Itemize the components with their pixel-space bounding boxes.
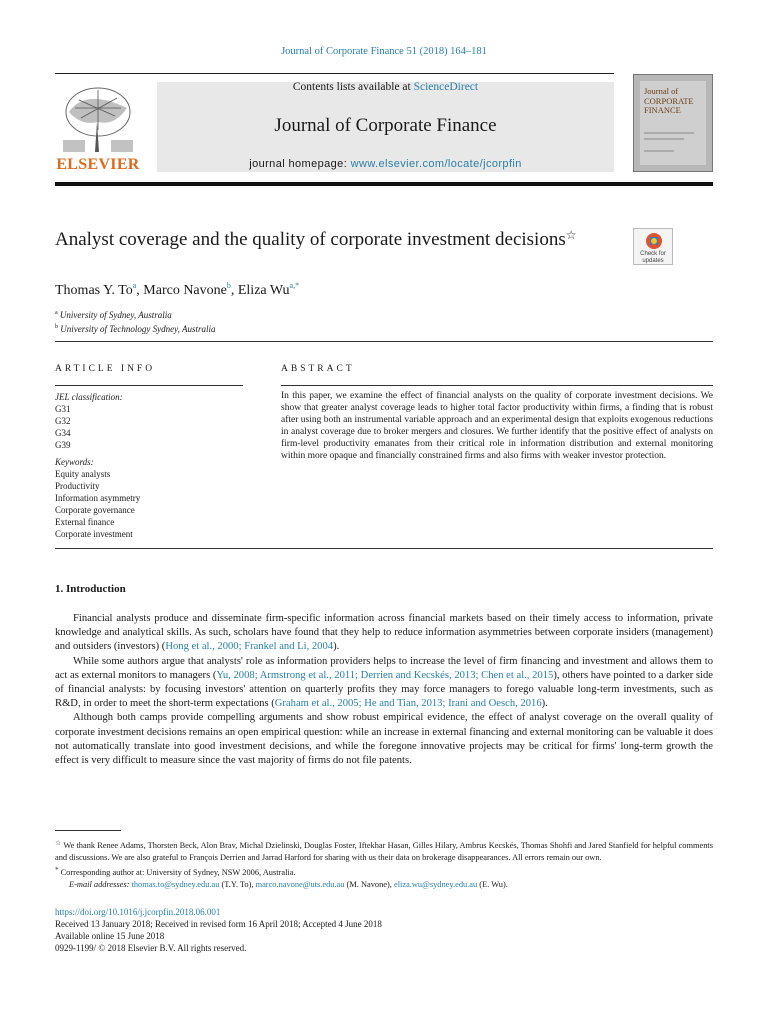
contents-label: Contents lists available at: [292, 81, 414, 93]
doi-link[interactable]: https://doi.org/10.1016/j.jcorpfin.2018.06.001: [55, 907, 221, 917]
paragraph-text: ).: [333, 641, 340, 653]
footnote-corresponding: [55, 864, 713, 879]
email-link[interactable]: eliza.wu@sydney.edu.au: [393, 880, 478, 889]
paragraph-text: Financial analysts produce and disseminate firm-specific information across financial markets based on their timely access to information, private knowledge and analytical skills. As such, scholars have found that they help to reduce information asymmetries between corporate insiders (management) and outsiders (investors) (: [55, 613, 713, 653]
paper-title-text: Analyst coverage and the quality of corporate investment decisions: [55, 229, 566, 250]
keyword: Corporate investment: [55, 529, 133, 539]
body-text: [55, 612, 713, 768]
paragraph-text: While some authors argue that analysts' role as information providers helps to increase the level of firm financing and investment and allows them to act as external monitors to managers (: [55, 655, 713, 681]
footnote-mark: ☆: [55, 839, 62, 847]
affiliations: [55, 307, 215, 335]
jel-code: G31: [55, 404, 71, 414]
footnote-mark: *: [55, 866, 59, 874]
abstract-heading: ABSTRACT: [281, 364, 355, 374]
author-name: Marco Navone: [143, 283, 227, 298]
email-link[interactable]: marco.navone@uts.edu.au: [255, 880, 345, 889]
crossmark-icon: [644, 232, 664, 250]
cover-title-line-2: CORPORATE: [644, 95, 694, 106]
affiliation-item: [55, 321, 215, 335]
footnotes: [55, 837, 713, 891]
citation-link[interactable]: Graham et al., 2005; He and Tian, 2013; Irani and Oesch, 2016: [274, 698, 542, 710]
copyright: 0929-1199/ © 2018 Elsevier B.V. All rights reserved.: [55, 943, 247, 953]
check-updates-line-1: Check for: [640, 251, 666, 257]
email-owner: (E. Wu).: [477, 880, 508, 889]
citation-link[interactable]: Yu, 2008; Armstrong et al., 2011; Derrien and Kecskés, 2013; Chen et al., 2015: [216, 669, 554, 681]
footnote-text: Corresponding author at: University of Sydney, NSW 2006, Australia.: [60, 868, 296, 877]
paragraph-text: ), others have pointed to a darker side of financial analysts: by focusing investors' attention on quarterly profits they may force managers to forego valuable long-term investments, such as R&D, in order to meet the short-term expectations (: [55, 669, 713, 710]
journal-homepage: [157, 158, 614, 170]
footnote-emails: [55, 879, 713, 891]
abstract-rule: [281, 385, 713, 386]
article-info-rule: [55, 385, 243, 386]
keyword: External finance: [55, 517, 115, 527]
sciencedirect-link[interactable]: ScienceDirect: [413, 81, 479, 93]
jel-code: G32: [55, 416, 71, 426]
journal-title: Journal of Corporate Finance: [274, 115, 497, 136]
email-label: E-mail addresses:: [69, 880, 130, 889]
keywords-label: Keywords:: [55, 457, 94, 467]
paragraph: [55, 711, 713, 768]
abstract-text: In this paper, we examine the effect of financial analysts on the quality of corporate investment decisions. We show that greater analyst coverage leads to higher total factor productivity within firms, a finding that is robust after using both an instrumental variable approach and an experimental design that exploits exogenous reductions in analyst coverage due to broker mergers and closures. We further identify that the positive effect of analysts on firm-level productivity emanates from their critical role in information distribution and external monitoring within more opaque and financially constrained firms and also firms with weaker investor protection.: [281, 391, 713, 462]
paragraph: [55, 655, 713, 712]
jel-code: G39: [55, 440, 71, 450]
contents-availability: [157, 81, 614, 93]
header-thick-rule: [55, 182, 713, 186]
affiliation-mark: b: [55, 324, 58, 330]
cover-title-line-3: FINANCE: [644, 105, 681, 115]
section-rule: [55, 548, 713, 549]
check-updates-line-2: updates: [642, 257, 664, 264]
email-owner: (T.Y. To),: [219, 880, 256, 889]
author-affiliation-mark[interactable]: a,*: [289, 281, 300, 290]
section-heading: 1. Introduction: [55, 583, 126, 595]
jel-label: JEL classification:: [55, 392, 123, 402]
affiliation-text: University of Sydney, Australia: [59, 310, 172, 320]
title-footnote-mark[interactable]: ☆: [565, 228, 577, 242]
keyword: Equity analysts: [55, 469, 111, 479]
publication-info: [55, 906, 382, 954]
jel-code: G34: [55, 428, 71, 438]
paragraph: [55, 612, 713, 655]
homepage-label: journal homepage:: [249, 158, 351, 170]
keyword: Productivity: [55, 481, 100, 491]
paragraph-text: Although both camps provide compelling arguments and show robust empirical evidence, the effect of analyst coverage on the overall quality of corporate investment decisions remains an open empirical question: while an increase in external financing and external monitoring can be valuable it does not automatically translate into good investment decisions, and while the foregone innovative projects may be critical for firms' long-term growth the effect is very difficult to measure since the vast majority of firms do not file patents.: [55, 712, 713, 767]
author-affiliation-mark[interactable]: a: [132, 281, 137, 290]
received-dates: Received 13 January 2018; Received in revised form 16 April 2018; Accepted 4 June 2018: [55, 919, 382, 929]
article-info-heading: ARTICLE INFO: [55, 364, 156, 374]
author-list: Thomas Y. To$^a$, Marco Navone$^b$, Eliza $Wu^{a,*}$: [55, 281, 300, 298]
author-affiliation-mark[interactable]: b: [226, 281, 231, 290]
paragraph-text: ).: [541, 698, 548, 710]
cover-title-line-1: Journal of: [644, 86, 679, 96]
journal-cover-thumbnail[interactable]: [633, 74, 713, 172]
affiliation-mark: a: [55, 310, 58, 316]
footnote-acknowledgement: [55, 837, 713, 864]
cover-title: [644, 87, 706, 116]
elsevier-wordmark: ELSEVIER: [56, 156, 140, 173]
article-info-list: [55, 391, 245, 540]
journal-citation[interactable]: Journal of Corporate Finance 51 (2018) 164–181: [281, 46, 487, 57]
homepage-link[interactable]: www.elsevier.com/locate/jcorpfin: [350, 158, 522, 170]
footnote-text: We thank Renee Adams, Thorsten Beck, Alon Brav, Michal Dzielinski, Douglas Foster, Iftekhar Hasan, Gilles Hilary, Ambrus Kecskés, Thomas Shohfi and Jared Stanfield for helpful comments and discussions. We are also grateful to François Derrien and Jarrad Harford for sharing with us their data on brokerage disappearances. All errors remain our own.: [55, 841, 713, 862]
author-name: Eliza Wu: [237, 283, 290, 298]
header-rule: [55, 73, 614, 74]
email-link[interactable]: thomas.to@sydney.edu.au: [131, 880, 220, 889]
email-owner: (M. Navone),: [344, 880, 394, 889]
affiliation-text: University of Technology Sydney, Australia: [60, 324, 216, 334]
cover-decoration: [644, 129, 704, 159]
section-rule: [55, 341, 713, 342]
check-for-updates-badge[interactable]: [633, 228, 673, 265]
available-online: Available online 15 June 2018: [55, 931, 165, 941]
author-name: Thomas Y. To: [55, 283, 133, 298]
footnote-rule: [55, 830, 121, 831]
citation-link[interactable]: Hong et al., 2000; Frankel and Li, 2004: [165, 641, 334, 653]
paper-title: [55, 224, 595, 251]
affiliation-item: [55, 307, 215, 321]
keyword: Corporate governance: [55, 505, 135, 515]
keyword: Information asymmetry: [55, 493, 141, 503]
